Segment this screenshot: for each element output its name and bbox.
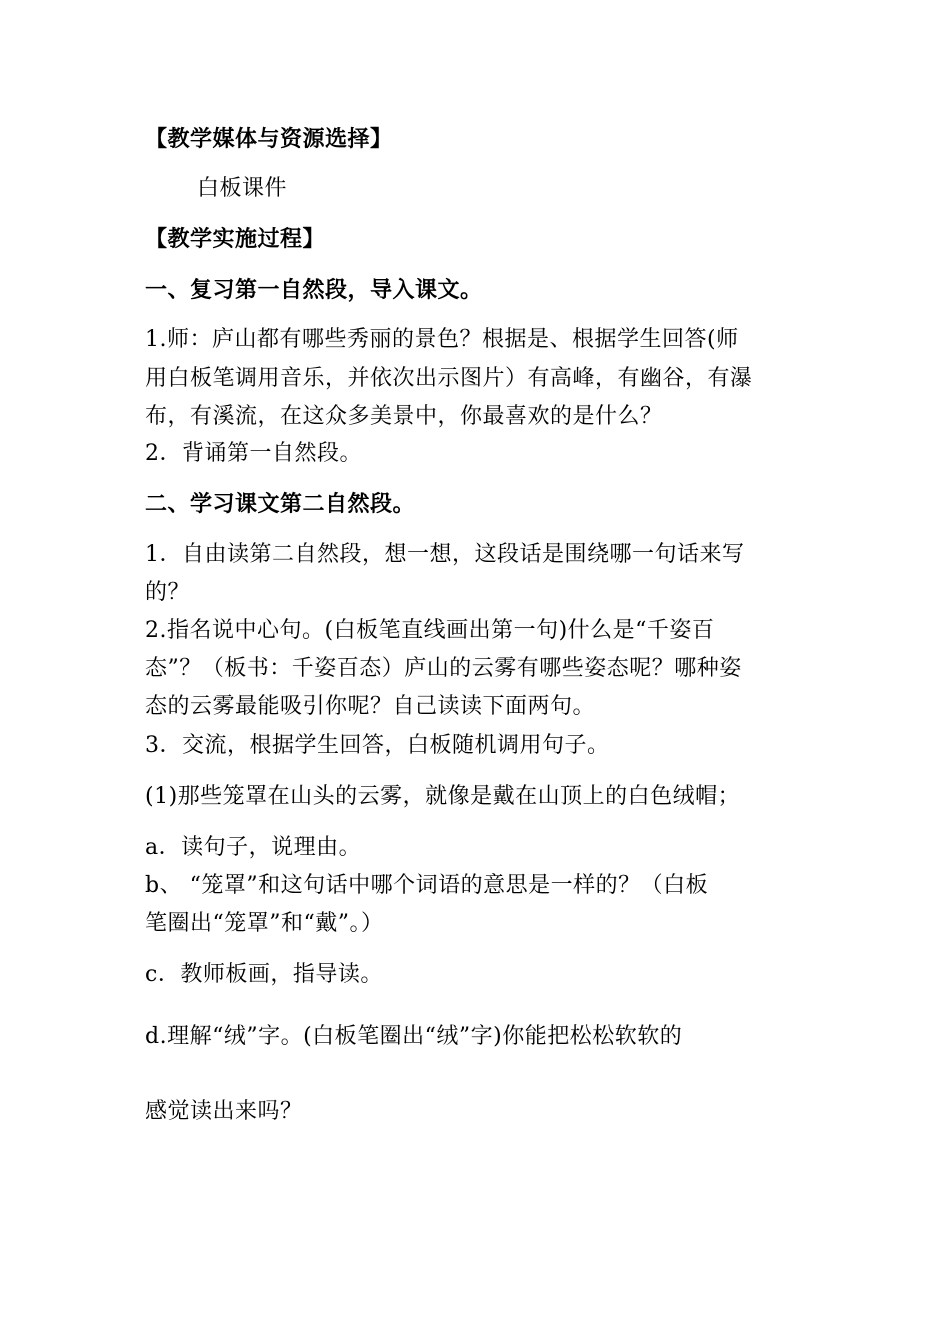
paragraph-line: 感觉读出来吗？ bbox=[145, 1099, 303, 1124]
paragraph-line: 用白板笔调用音乐，并依次出示图片）有高峰，有幽谷，有瀑 bbox=[145, 366, 753, 391]
section-heading-media: 【教学媒体与资源选择】 bbox=[145, 126, 393, 152]
section-heading-process: 【教学实施过程】 bbox=[145, 226, 326, 252]
paragraph-line: 笔圈出“笼罩”和“戴”。） bbox=[145, 911, 384, 936]
paragraph-line: 态”？（板书：千姿百态）庐山的云雾有哪些姿态呢？哪种姿 bbox=[145, 656, 742, 681]
paragraph-line: 态的云雾最能吸引你呢？自己读读下面两句。 bbox=[145, 694, 596, 719]
paragraph-line: 布，有溪流，在这众多美景中，你最喜欢的是什么？ bbox=[145, 404, 663, 429]
paragraph-line: c．教师板画，指导读。 bbox=[145, 962, 383, 987]
paragraph-line: (1)那些笼罩在山头的云雾，就像是戴在山顶上的白色绒帽； bbox=[145, 784, 741, 809]
paragraph-line: a．读句子，说理由。 bbox=[145, 835, 362, 860]
paragraph-line: 2．背诵第一自然段。 bbox=[145, 441, 362, 466]
paragraph-line: 3．交流，根据学生回答，白板随机调用句子。 bbox=[145, 733, 610, 758]
media-text: 白板课件 bbox=[197, 176, 288, 201]
paragraph-line: d.理解“绒”字。(白板笔圈出“绒”字)你能把松松软软的 bbox=[145, 1024, 683, 1049]
paragraph-line: b、 “笼罩”和这句话中哪个词语的意思是一样的？（白板 bbox=[145, 873, 709, 898]
paragraph-line: 1．自由读第二自然段，想一想，这段话是围绕哪一句话来写 bbox=[145, 542, 745, 567]
paragraph-line: 1.师：庐山都有哪些秀丽的景色？根据是、根据学生回答(师 bbox=[145, 327, 739, 352]
paragraph-line: 的？ bbox=[145, 580, 191, 605]
subheading-review: 一、复习第一自然段，导入课文。 bbox=[145, 277, 483, 303]
subheading-study: 二、学习课文第二自然段。 bbox=[145, 491, 416, 517]
paragraph-line: 2.指名说中心句。(白板笔直线画出第一句)什么是“千姿百 bbox=[145, 618, 715, 643]
